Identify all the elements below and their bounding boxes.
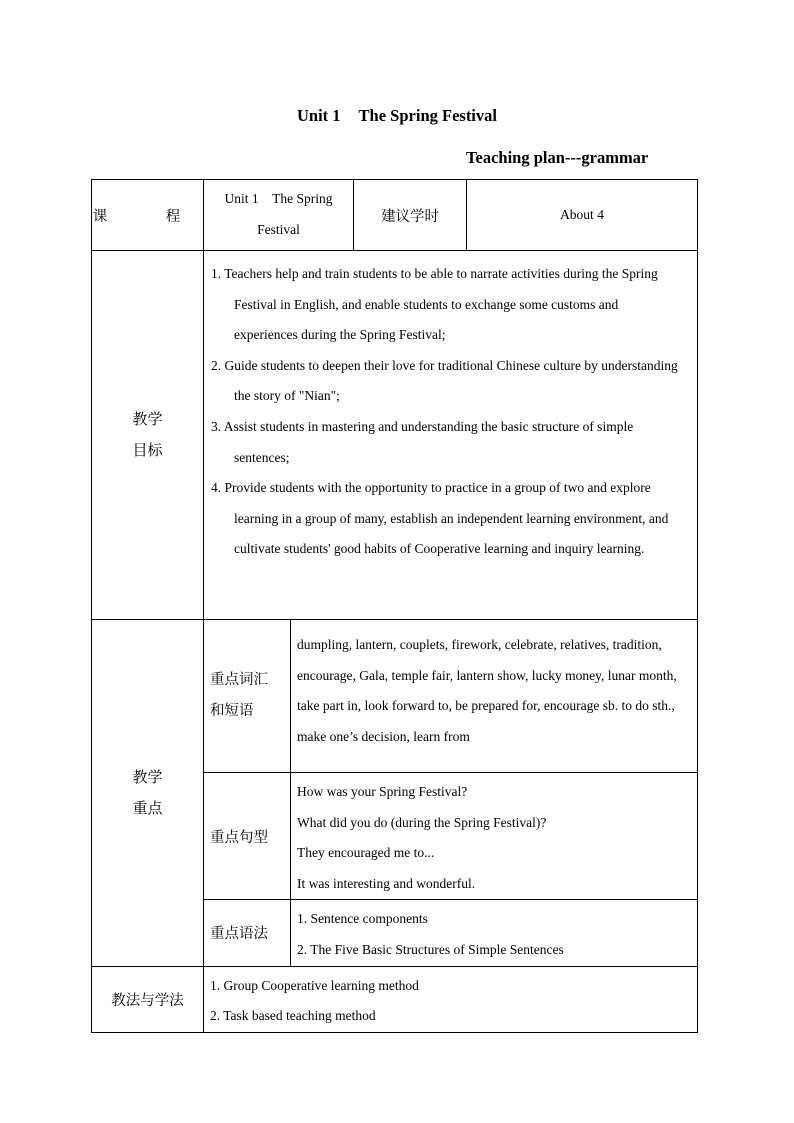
objective-item: 3. Assist students in mastering and understanding the basic structure of simple sentences;	[211, 418, 634, 465]
sentence-line: It was interesting and wonderful.	[297, 875, 476, 891]
vocab-row	[92, 620, 698, 773]
vocab-label-line1: 重点词汇	[210, 672, 268, 689]
course-unit-line1: Unit 1 The Spring	[224, 191, 333, 207]
hours-label-cell	[354, 180, 467, 251]
vocab-text: dumpling, lantern, couplets, firework, celebrate, relatives, tradition, encourage, Gala, temple fair, lantern show, lucky money, lunar month, take part in, look forward to, be prepared for, encourage sb. to do sth., make one’s decision, learn from	[297, 637, 677, 744]
hours-value: About 4	[560, 207, 604, 222]
key-points-label-line2: 重点	[132, 798, 163, 817]
vocab-label-cell	[204, 620, 291, 773]
sentence-line: What did you do (during the Spring Festival)?	[297, 814, 547, 830]
objectives-label-cell	[92, 251, 204, 620]
vocab-content-cell	[291, 620, 698, 773]
objective-item: 1. Teachers help and train students to be able to narrate activities during the Spring Festival in English, and enable students to exchange some customs and experiences during the Spring Festival;	[211, 266, 658, 343]
objectives-content-cell	[204, 251, 698, 620]
methods-label-cell	[92, 966, 204, 1032]
method-line: 1. Group Cooperative learning method	[210, 977, 419, 993]
methods-content-cell	[204, 966, 698, 1032]
vocab-label-line2: 和短语	[210, 703, 254, 719]
hours-value-cell	[467, 180, 698, 251]
sentences-label-cell	[204, 773, 291, 900]
methods-row	[92, 966, 698, 1032]
objectives-label-line2: 目标	[132, 441, 163, 459]
grammar-label: 重点语法	[210, 926, 268, 943]
methods-label: 教法与学法	[111, 992, 184, 1009]
course-row	[92, 180, 698, 251]
teaching-plan-table	[91, 179, 698, 1033]
course-label-cell	[92, 180, 204, 251]
objective-item: 2. Guide students to deepen their love for traditional Chinese culture by understanding the story of "Nian";	[211, 357, 678, 404]
course-label: 课 程	[92, 208, 203, 225]
sentence-line: They encouraged me to...	[297, 845, 435, 861]
document-subtitle: Teaching plan---grammar	[466, 148, 649, 167]
sentences-content-cell	[291, 773, 698, 900]
document-title	[0, 106, 794, 126]
hours-label: 建议学时	[381, 208, 439, 225]
course-unit-line2: Festival	[257, 222, 300, 237]
sentences-label: 重点句型	[210, 829, 268, 846]
grammar-label-cell	[204, 900, 291, 966]
grammar-content-cell	[291, 900, 698, 966]
method-line: 2. Task based teaching method	[210, 1008, 376, 1024]
grammar-line: 2. The Five Basic Structures of Simple Sentences	[297, 941, 564, 957]
objectives-row	[92, 251, 698, 620]
objective-item: 4. Provide students with the opportunity to practice in a group of two and explore learning in a group of many, establish an independent learning environment, and cultivate students' good habits of Cooperative learning and inquiry learning.	[211, 480, 669, 557]
key-points-label-cell	[92, 620, 204, 967]
course-unit-cell	[204, 180, 354, 251]
key-points-label-line1: 教学	[132, 767, 163, 786]
grammar-line: 1. Sentence components	[297, 911, 428, 927]
objectives-label-line1: 教学	[132, 410, 163, 428]
sentence-line: How was your Spring Festival?	[297, 784, 468, 799]
title-unit: Unit 1	[297, 106, 341, 125]
title-text: The Spring Festival	[358, 106, 497, 125]
